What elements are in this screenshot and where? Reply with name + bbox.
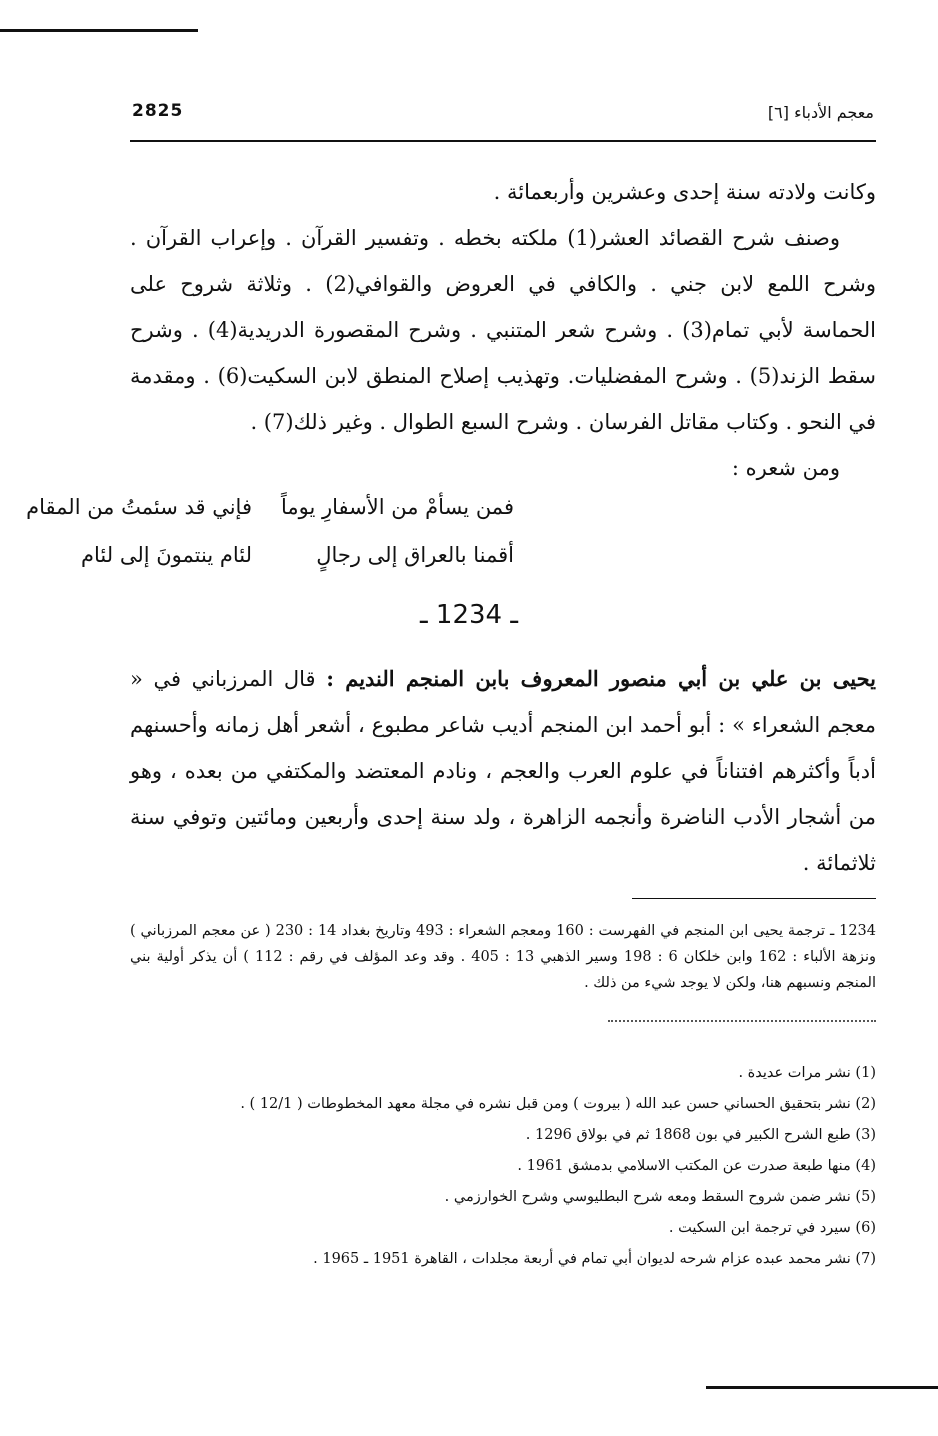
poem-line-1-first-hemistich: فمن يسأمْ من الأسفارِ يوماً xyxy=(281,495,514,519)
previous-entry-continuation xyxy=(130,169,876,491)
poetry-intro: ومن شعره : xyxy=(731,456,840,480)
footnote-3: (3) طبع الشرح الكبير في بون 1868 ثم في بولاق 1296 . xyxy=(525,1127,876,1143)
bottom-scan-line xyxy=(706,1386,938,1389)
running-header-title: معجم الأدباء [٦] xyxy=(767,103,874,122)
footnote-6: (6) سيرد في ترجمة ابن السكيت . xyxy=(668,1220,876,1236)
works-paragraph: وصنف شرح القصائد العشر(1) ملكته بخطه . وتفسير القرآن . وإعراب القرآن . وشرح اللمع لابن جني . والكافي في العروض والقوافي(2) . وثلاثة شروح على الحماسة لأبي تمام(3) . وشرح شعر المتنبي . وشرح المقصورة الدريدية(4) . وشرح سقط الزند(5) . وشرح المفضليات. وتهذيب إصلاح المنطق لابن السكيت(6) . ومقدمة في النحو . وكتاب مقاتل الفرسان . وشرح السبع الطوال . وغير ذلك(7) . xyxy=(130,226,876,434)
footnote-4: (4) منها طبعة صدرت عن المكتب الاسلامي بدمشق 1961 . xyxy=(517,1158,876,1174)
poem-line-2-first-hemistich: أقمنا بالعراق إلى رجالٍ xyxy=(316,543,514,567)
top-scan-line xyxy=(0,29,198,32)
entry-number: ـ 1234 ـ xyxy=(420,600,518,630)
poem-line-1-second-hemistich: فإني قد سئمتُ من المقام xyxy=(26,495,252,519)
footnote-1: (1) نشر مرات عديدة . xyxy=(738,1065,876,1081)
dotted-separator xyxy=(608,1020,876,1022)
footnote-5: (5) نشر ضمن شروح السقط ومعه شرح البطليوسي وشرح الخوارزمي . xyxy=(444,1189,876,1205)
birth-line: وكانت ولادته سنة إحدى وعشرين وأربعمائة . xyxy=(493,180,876,204)
footnote-separator xyxy=(632,898,876,899)
biography-paragraph xyxy=(130,656,876,886)
footnotes-list xyxy=(130,1058,876,1275)
source-note: 1234 ـ ترجمة يحيى ابن المنجم في الفهرست : 160 ومعجم الشعراء : 493 وتاريخ بغداد 14 : 230 ( عن معجم المرزباني ) ونزهة الألباء : 162 وابن خلكان 6 : 198 وسير الذهبي 13 : 405 . وقد وعد المؤلف في رقم : 112 ) أن يذكر أولية بني المنجم ونسبهم هنا، ولكن لا يوجد شيء من ذلك . xyxy=(130,923,877,991)
page-number: 2825 xyxy=(132,101,184,121)
footnote-2: (2) نشر بتحقيق الحساني حسن عبد الله ( بيروت ) ومن قبل نشره في مجلة معهد المخطوطات ( 12/1 ) . xyxy=(240,1096,876,1112)
poem-line-2-second-hemistich: لئام ينتمونَ إلى لئام xyxy=(81,543,252,567)
biography-text: قال المرزباني في « معجم الشعراء » : أبو أحمد ابن المنجم أديب شاعر مطبوع ، أشعر أهل زمانه وأحسنهم أدباً وأكثرهم افتناناً في علوم العرب والعجم ، ونادم المعتضد والمكتفي من بعده ، وهو من أشجار الأدب الناضرة وأنجمه الزاهرة ، ولد سنة إحدى وأربعين ومائتين وتوفي سنة ثلاثمائة . xyxy=(130,667,876,875)
subject-name: يحيى بن علي بن أبي منصور المعروف بابن المنجم النديم : xyxy=(326,666,876,691)
biography-entry xyxy=(130,656,876,886)
header-rule xyxy=(130,140,876,142)
footnote-7: (7) نشر محمد عبده عزام شرحه لديوان أبي تمام في أربعة مجلدات ، القاهرة 1951 ـ 1965 . xyxy=(313,1251,876,1267)
